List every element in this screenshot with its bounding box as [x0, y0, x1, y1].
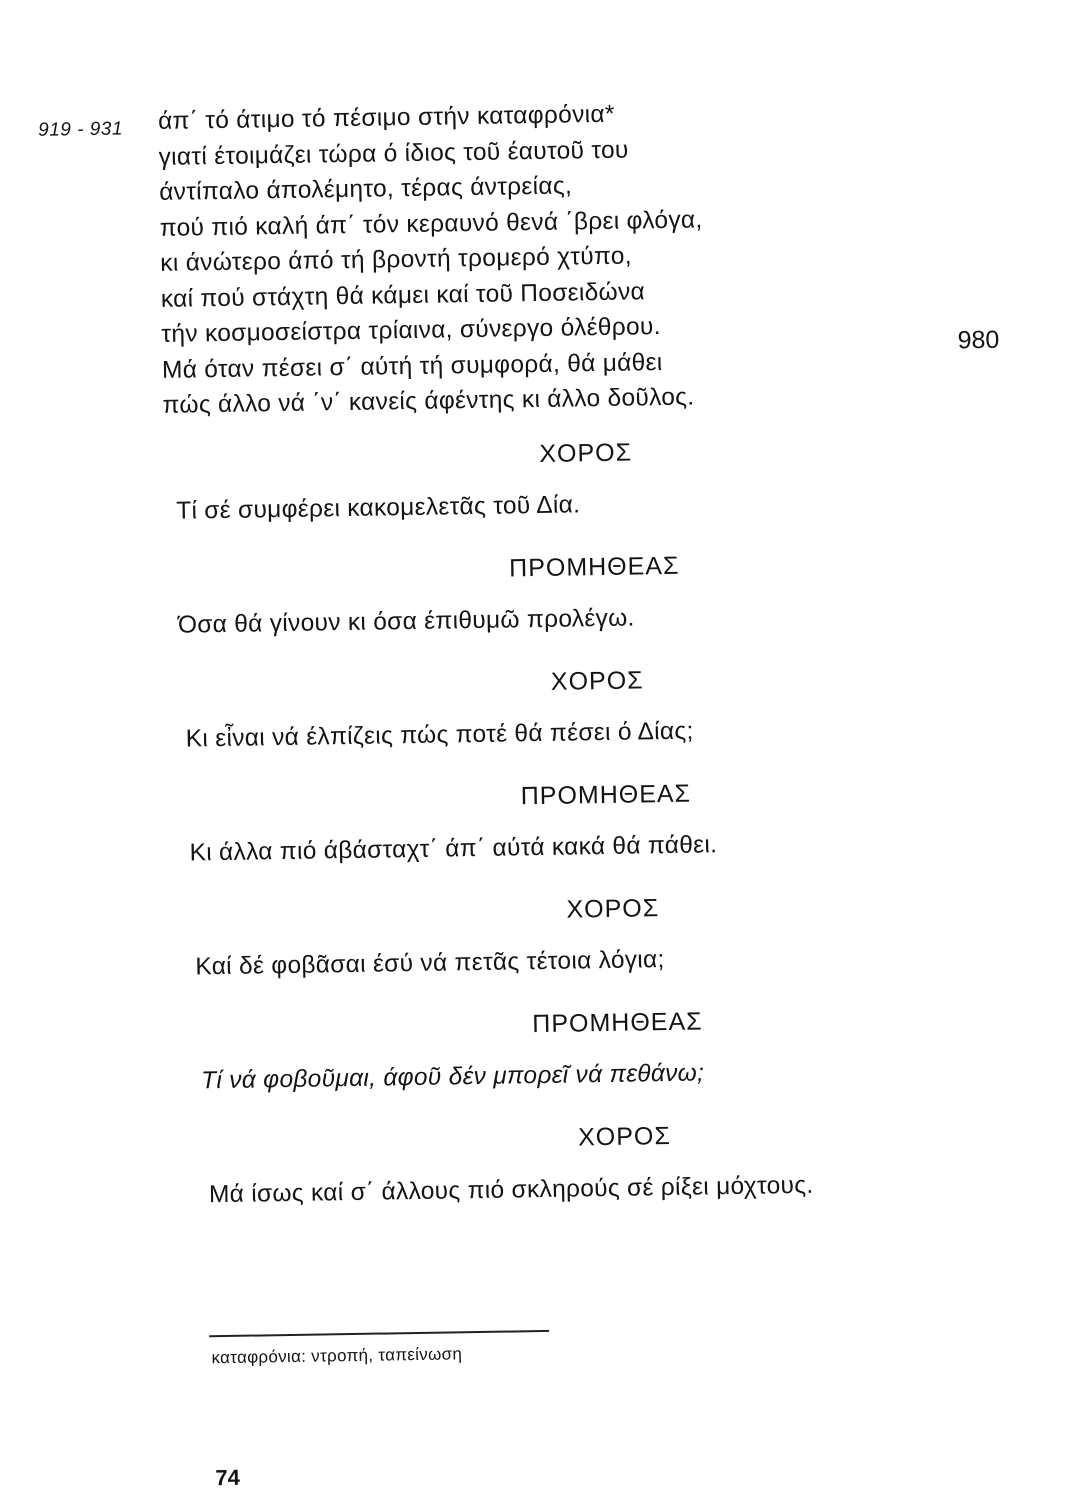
verse-line: πώς άλλο νά ΄ν΄ κανείς άφέντης κι άλλο δοῦλος.: [162, 383, 695, 419]
spoken-line: Κι άλλα πιό άβάσταχτ΄ άπ΄ αύτά κακά θά πάθει.: [189, 831, 718, 867]
speaker-name: ΧΟΡΟΣ: [566, 894, 660, 924]
footnote: καταφρόνια: ντροπή, ταπείνωση: [211, 1344, 463, 1368]
dialogue-exchange: [182, 890, 944, 1016]
dialogue-exchange: [179, 662, 941, 788]
verse-line: καί πού στάχτη θά κάμει καί τοῦ Ποσειδώνα: [160, 277, 646, 313]
speaker-name: ΠΡΟΜΗΘΕΑΣ: [520, 779, 692, 811]
page-number: 74: [215, 1464, 241, 1491]
spoken-line: Κι εἶναι νά έλπίζεις πώς ποτέ θά πέσει ό Δίας;: [185, 717, 694, 753]
dialogue-exchange: [177, 548, 939, 674]
dialogue-exchange: [186, 1118, 948, 1244]
margin-line-number: 980: [957, 325, 1000, 355]
speaker-name: ΠΡΟΜΗΘΕΑΣ: [532, 1007, 703, 1039]
speaker-name: ΧΟΡΟΣ: [577, 1121, 672, 1152]
speaker-name: ΧΟΡΟΣ: [550, 666, 644, 696]
verse-line: τήν κοσμοσείστρα τρίαινα, σύνεργο όλέθρου.: [161, 313, 661, 348]
speaker-name: ΠΡΟΜΗΘΕΑΣ: [508, 551, 680, 583]
verse-line: κι άνώτερο άπό τή βροντή τρομερό χτύπο,: [160, 242, 633, 277]
spoken-line: Καί δέ φοβᾶσαι έσύ νά πετᾶς τέτοια λόγια;: [195, 946, 665, 981]
dialogue-exchange: [184, 1004, 946, 1130]
dialogue-section: [175, 434, 947, 1244]
verse-block: [158, 93, 863, 423]
verse-line: άντίπαλο άπολέμητο, τέρας άντρείας,: [158, 172, 573, 206]
speaker-name: ΧΟΡΟΣ: [539, 438, 633, 468]
dialogue-exchange: [175, 434, 937, 560]
verse-line: Μά όταν πέσει σ΄ αύτή τή συμφορά, θά μάθει: [161, 348, 663, 384]
spoken-line: Τί νά φοβοῦμαι, άφοῦ δέν μπορεῖ νά πεθάνω;: [200, 1059, 705, 1095]
verse-line: πού πιό καλή άπ΄ τόν κεραυνό θενά ΄βρει φλόγα,: [159, 205, 703, 242]
verse-line: άπ΄ τό άτιμο τό πέσιμο στήν καταφρόνια*: [157, 100, 615, 135]
footnote-divider: [209, 1330, 549, 1337]
spoken-line: Τί σέ συμφέρει κακομελετᾶς τοῦ Δία.: [175, 491, 581, 525]
dialogue-exchange: [181, 776, 943, 902]
spoken-line: Μά ίσως καί σ΄ άλλους πιό σκληρούς σέ ρίξει μόχτους.: [208, 1171, 814, 1209]
verse-line: γιατί έτοιμάζει τώρα ό ίδιος τοῦ έαυτοῦ του: [158, 136, 629, 171]
line-range-label: 919 - 931: [38, 118, 124, 141]
spoken-line: Όσα θά γίνουν κι όσα έπιθυμῶ προλέγω.: [177, 604, 635, 639]
